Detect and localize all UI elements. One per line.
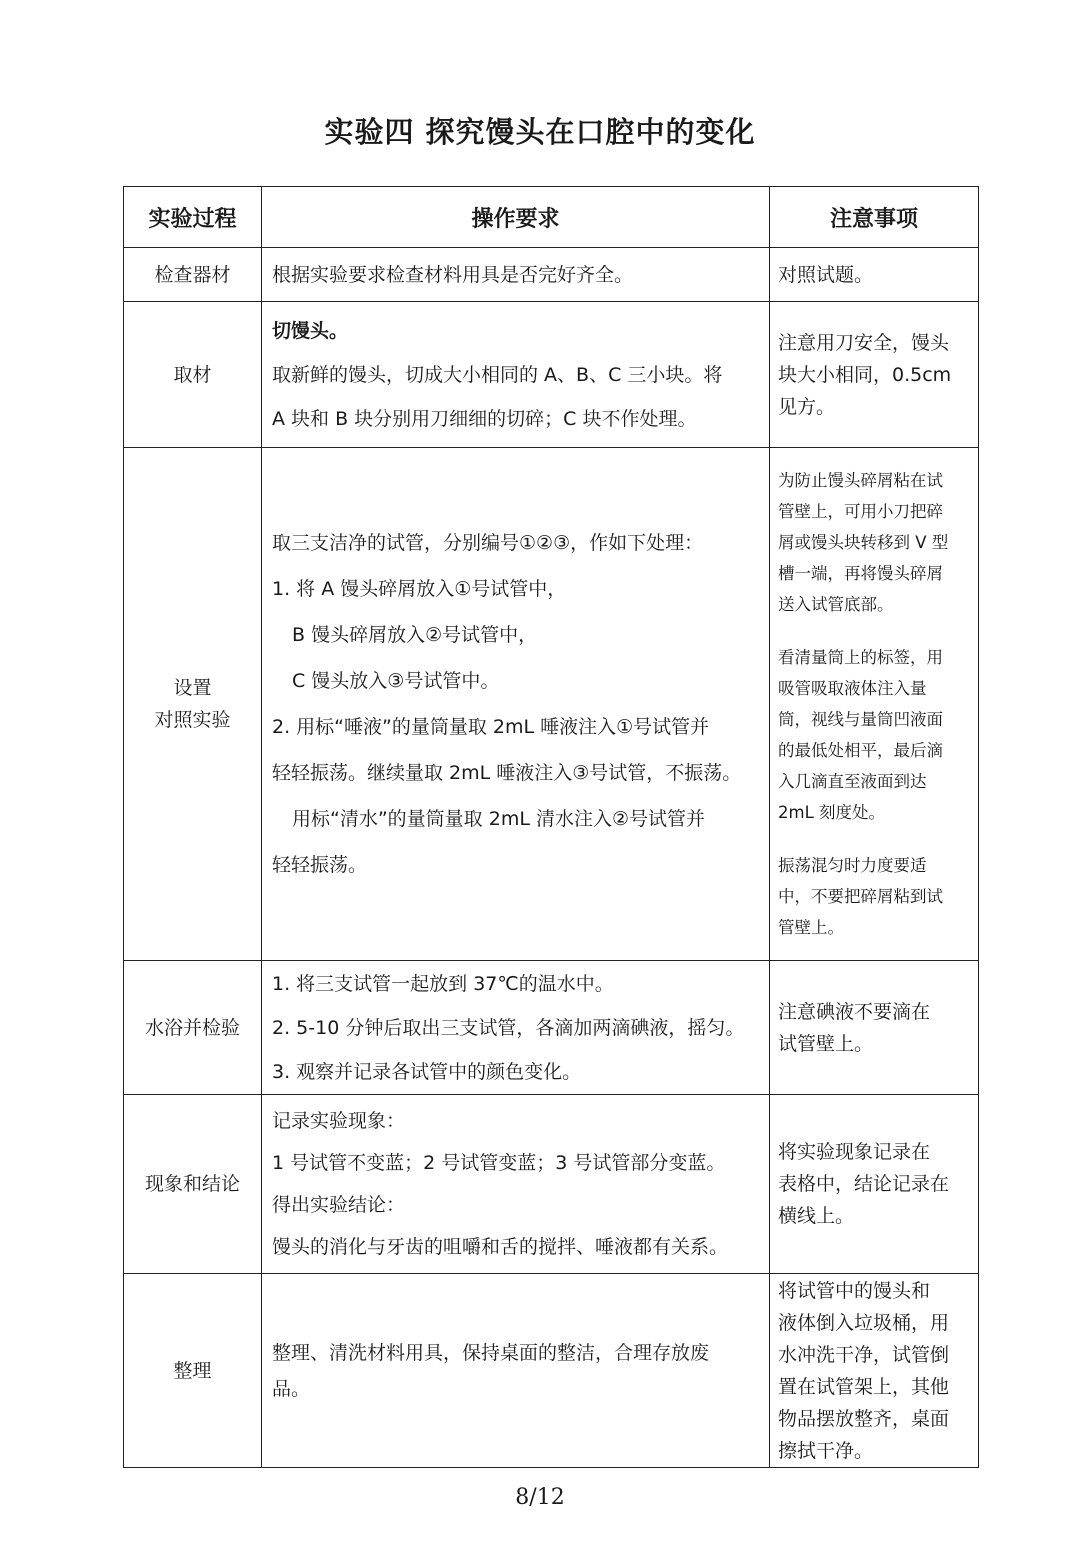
note-line: 水冲洗干净，试管倒 bbox=[778, 1343, 950, 1366]
operation-cell bbox=[262, 1095, 770, 1274]
operation-line: 轻轻振荡。继续量取 2mL 唾液注入③号试管，不振荡。 bbox=[272, 762, 742, 784]
note-line: 横线上。 bbox=[778, 1205, 855, 1227]
operation-line: B 馒头碎屑放入②号试管中， bbox=[292, 624, 538, 646]
experiment-table bbox=[123, 186, 979, 1468]
note-line: 试管壁上。 bbox=[778, 1032, 874, 1055]
operation-line: 取三支洁净的试管，分别编号①②③，作如下处理： bbox=[272, 532, 704, 554]
stage-cell bbox=[124, 448, 262, 961]
operation-line: 品。 bbox=[272, 1377, 311, 1400]
operation-line: 1 号试管不变蓝；2 号试管变蓝；3 号试管部分变蓝。 bbox=[272, 1152, 726, 1174]
note-cell bbox=[770, 248, 979, 302]
operation-line: 记录实验现象： bbox=[272, 1110, 406, 1132]
note-line: 注意碘液不要滴在 bbox=[778, 1000, 931, 1023]
note-line: 将试管中的馒头和 bbox=[778, 1279, 931, 1302]
table-row bbox=[124, 248, 979, 302]
note-line: 擦拭干净。 bbox=[778, 1439, 874, 1462]
note-line: 块大小相同，0.5cm bbox=[778, 363, 952, 386]
note-line: 屑或馒头块转移到 V 型 bbox=[778, 533, 949, 552]
operation-line: 根据实验要求检查材料用具是否完好齐全。 bbox=[272, 263, 634, 286]
note-line: 吸管吸取液体注入量 bbox=[778, 679, 927, 698]
operation-cell bbox=[262, 1274, 770, 1468]
operation-cell bbox=[262, 302, 770, 448]
note-line: 看清量筒上的标签，用 bbox=[778, 648, 943, 667]
operation-line: 馒头的消化与牙齿的咀嚼和舌的搅拌、唾液都有关系。 bbox=[272, 1236, 729, 1258]
page-number: 8/12 bbox=[515, 1485, 565, 1510]
note-line: 振荡混匀时力度要适 bbox=[778, 856, 927, 875]
operation-line: A 块和 B 块分别用刀细细的切碎；C 块不作处理。 bbox=[272, 407, 697, 430]
note-line: 2mL 刻度处。 bbox=[778, 803, 886, 822]
operation-line: 用标“清水”的量筒量取 2mL 清水注入②号试管并 bbox=[292, 808, 705, 830]
note-line: 见方。 bbox=[778, 395, 836, 418]
note-line: 液体倒入垃圾桶，用 bbox=[778, 1311, 950, 1334]
note-spacer bbox=[778, 828, 970, 850]
note-line: 置在试管架上，其他 bbox=[778, 1375, 950, 1398]
operation-cell bbox=[262, 248, 770, 302]
note-line: 管壁上。 bbox=[778, 918, 844, 937]
note-line: 物品摆放整齐，桌面 bbox=[778, 1407, 950, 1430]
note-line: 中，不要把碎屑粘到试 bbox=[778, 887, 943, 906]
operation-cell bbox=[262, 961, 770, 1095]
note-cell bbox=[770, 302, 979, 448]
note-cell bbox=[770, 1095, 979, 1274]
table-row bbox=[124, 448, 979, 961]
table-row bbox=[124, 302, 979, 448]
page-title: 实验四 探究馒头在口腔中的变化 bbox=[324, 115, 756, 149]
operation-line: 取新鲜的馒头，切成大小相同的 A、B、C 三小块。将 bbox=[272, 363, 723, 386]
operation-line: 整理、清洗材料用具，保持桌面的整洁，合理存放废 bbox=[272, 1341, 710, 1364]
table-row bbox=[124, 1095, 979, 1274]
operation-line: C 馒头放入③号试管中。 bbox=[292, 670, 500, 692]
note-cell bbox=[770, 1274, 979, 1468]
operation-line: 轻轻振荡。 bbox=[272, 854, 368, 876]
note-line: 筒，视线与量筒凹液面 bbox=[778, 710, 943, 729]
operation-cell bbox=[262, 448, 770, 961]
note-line: 注意用刀安全，馒头 bbox=[778, 331, 950, 354]
operation-line: 得出实验结论： bbox=[272, 1194, 406, 1216]
operation-line: 2. 5-10 分钟后取出三支试管，各滴加两滴碘液，摇匀。 bbox=[272, 1016, 745, 1039]
operation-title: 切馒头。 bbox=[272, 319, 349, 342]
note-line: 表格中，结论记录在 bbox=[778, 1173, 950, 1195]
stage-cell: 现象和结论 bbox=[124, 1095, 262, 1274]
note-cell bbox=[770, 448, 979, 961]
stage-line: 对照实验 bbox=[154, 709, 231, 731]
header-operation: 操作要求 bbox=[262, 187, 770, 248]
operation-line: 1. 将三支试管一起放到 37℃的温水中。 bbox=[272, 972, 614, 995]
header-notes: 注意事项 bbox=[770, 187, 979, 248]
note-line: 送入试管底部。 bbox=[778, 595, 894, 614]
header-stage: 实验过程 bbox=[124, 187, 262, 248]
table-header-row bbox=[124, 187, 979, 248]
stage-cell: 整理 bbox=[124, 1274, 262, 1468]
note-line: 为防止馒头碎屑粘在试 bbox=[778, 471, 943, 490]
note-line: 将实验现象记录在 bbox=[778, 1141, 931, 1163]
operation-line: 1. 将 A 馒头碎屑放入①号试管中， bbox=[272, 578, 567, 600]
note-line: 管壁上，可用小刀把碎 bbox=[778, 502, 943, 521]
note-line: 槽一端，再将馒头碎屑 bbox=[778, 564, 943, 583]
table-row bbox=[124, 1274, 979, 1468]
stage-cell: 检查器材 bbox=[124, 248, 262, 302]
note-spacer bbox=[778, 620, 970, 642]
stage-cell: 水浴并检验 bbox=[124, 961, 262, 1095]
stage-cell: 取材 bbox=[124, 302, 262, 448]
stage-line: 设置 bbox=[173, 677, 212, 699]
note-cell bbox=[770, 961, 979, 1095]
operation-line: 2. 用标“唾液”的量筒量取 2mL 唾液注入①号试管并 bbox=[272, 716, 710, 738]
note-line: 对照试题。 bbox=[778, 263, 874, 286]
operation-line: 3. 观察并记录各试管中的颜色变化。 bbox=[272, 1060, 582, 1083]
note-line: 的最低处相平，最后滴 bbox=[778, 741, 943, 760]
table-row bbox=[124, 961, 979, 1095]
note-line: 入几滴直至液面到达 bbox=[778, 772, 927, 791]
